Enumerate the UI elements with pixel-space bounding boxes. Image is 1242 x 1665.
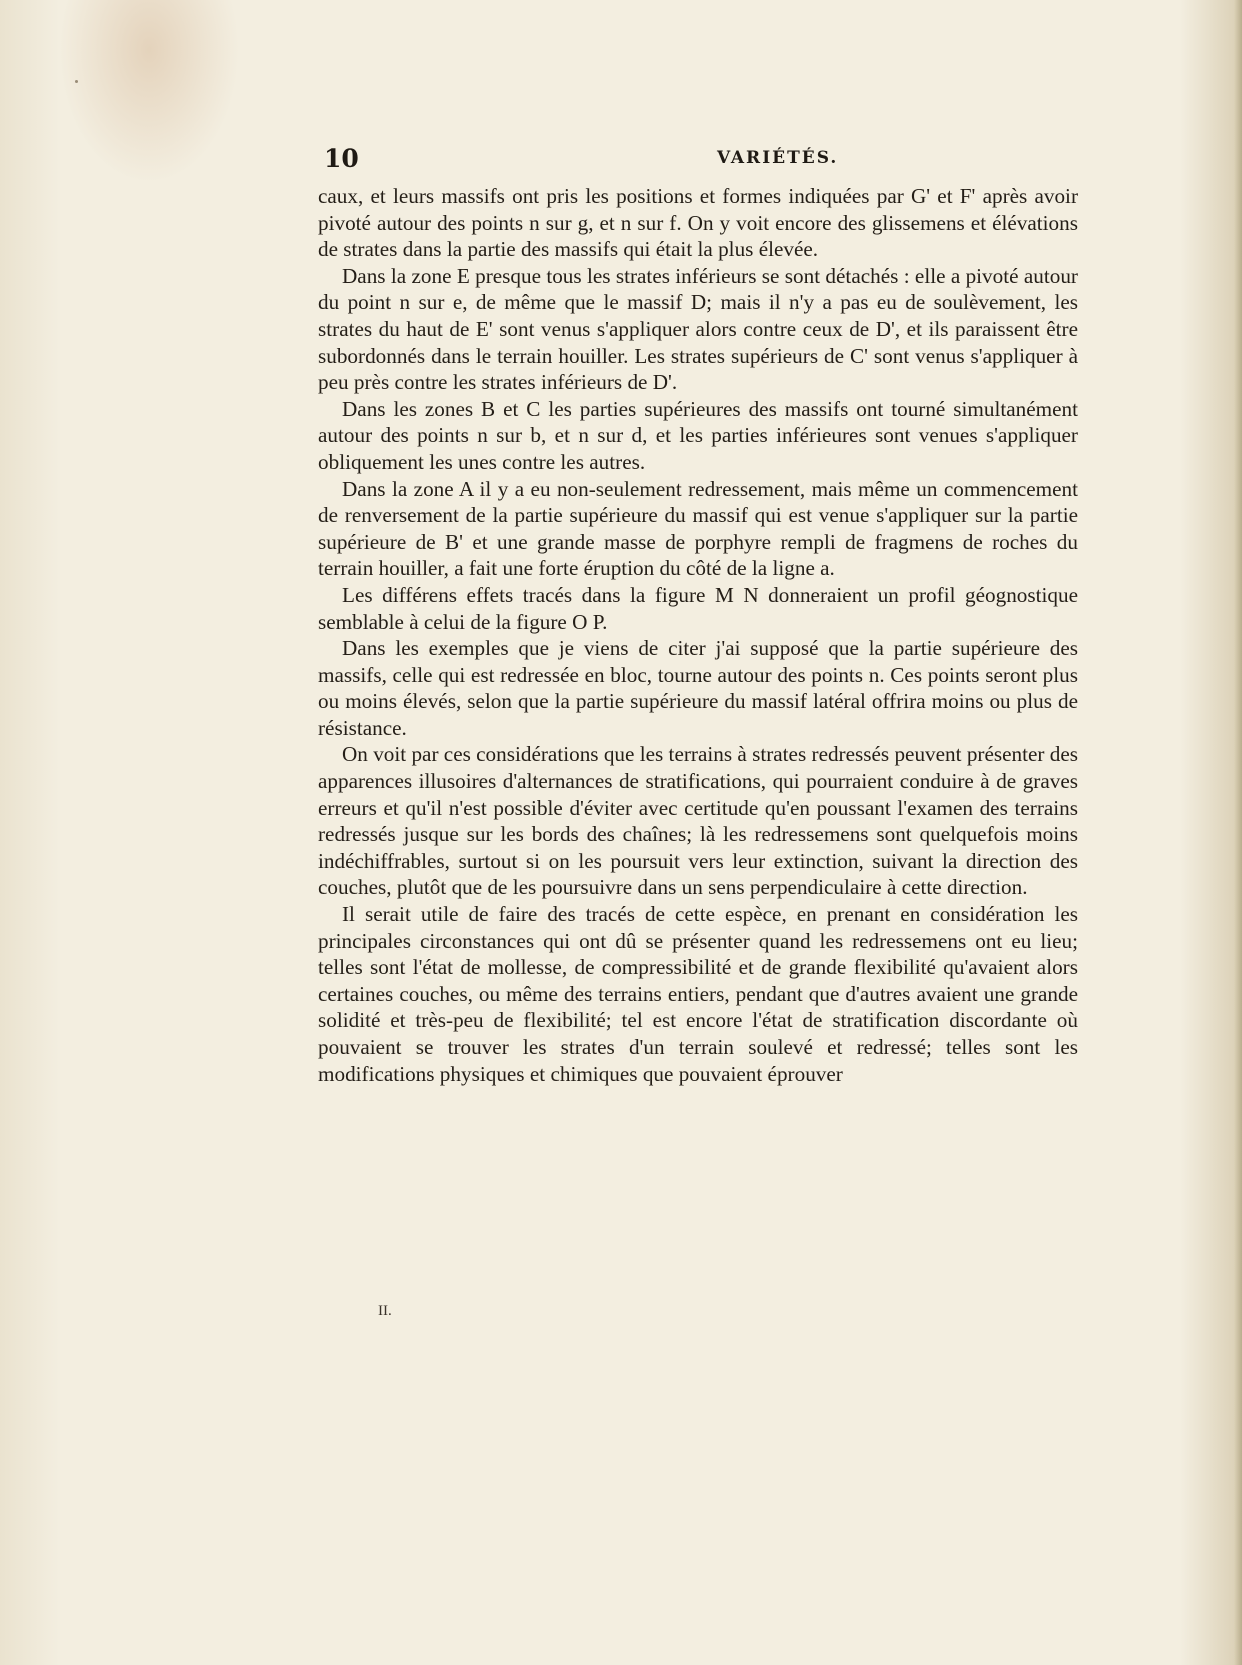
page-edge	[1234, 0, 1242, 1665]
paragraph: Dans la zone A il y a eu non-seulement redressement, mais même un commencement de renversement de la partie supérieure du massif qui est venue s'appliquer sur la partie supérieure de B' et une grande masse de porphyre rempli de fragmens de roches du terrain houiller, a fait une forte éruption du côté de la ligne a.	[318, 476, 1078, 581]
paragraph: Dans la zone E presque tous les strates inférieurs se sont détachés : elle a pivoté autour du point n sur e, de même que le massif D; mais il n'y a pas eu de soulèvement, les strates du haut de E' sont venus s'appliquer alors contre ceux de D', et ils paraissent être subordonnés dans le terrain houiller. Les strates supérieurs de C' sont venus s'appliquer à peu près contre les strates inférieurs de D'.	[318, 263, 1078, 395]
body-text	[318, 183, 1078, 1087]
paragraph: Dans les exemples que je viens de citer j'ai supposé que la partie supérieure des massifs, celle qui est redressée en bloc, tourne autour des points n. Ces points seront plus ou moins élevés, selon que la partie supérieure du massif latéral offrira moins ou plus de résistance.	[318, 636, 1078, 740]
paragraph: Les différens effets tracés dans la figure M N donneraient un profil géognostique semblable à celui de la figure O P.	[318, 582, 1078, 634]
paragraph: caux, et leurs massifs ont pris les positions et formes indiquées par G' et F' après avoir pivoté autour des points n sur g, et n sur f. On y voit encore des glissemens et élévations de strates dans la partie des massifs qui était la plus élevée.	[318, 184, 1078, 262]
page-number: 10	[324, 144, 359, 173]
paragraph: Il serait utile de faire des tracés de cette espèce, en prenant en considération les principales circonstances qui ont dû se présenter quand les redressemens ont eu lieu; telles sont l'état de mollesse, de compressibilité et de grande flexibilité qu'avaient alors certaines couches, ou même des terrains entiers, pendant que d'autres avaient une grande solidité et très-peu de flexibilité; tel est encore l'état de stratification discordante où pouvaient se trouver les strates d'un terrain soulevé et redressé; telles sont les modifications physiques et chimiques que pouvaient éprouver	[318, 902, 1078, 1086]
signature-mark: II.	[378, 1303, 392, 1319]
paragraph: On voit par ces considérations que les terrains à strates redressés peuvent présenter des apparences illusoires d'alternances de stratifications, qui pourraient conduire à de graves erreurs et qu'il n'est possible d'éviter avec certitude qu'en poussant l'examen des terrains redressés jusque sur les bords des chaînes; là les redressemens sont quelquefois moins indéchiffrables, surtout si on les poursuit vers leur extinction, suivant la direction des couches, plutôt que de les poursuivre dans un sens perpendiculaire à cette direction.	[318, 742, 1079, 900]
paragraph: Dans les zones B et C les parties supérieures des massifs ont tourné simultanément autour des points n sur b, et n sur d, et les parties inférieures sont venues s'appliquer obliquement les unes contre les autres.	[318, 396, 1078, 474]
running-head: VARIÉTÉS.	[717, 148, 839, 168]
paper-speck	[75, 80, 78, 83]
page-header	[324, 144, 1084, 174]
